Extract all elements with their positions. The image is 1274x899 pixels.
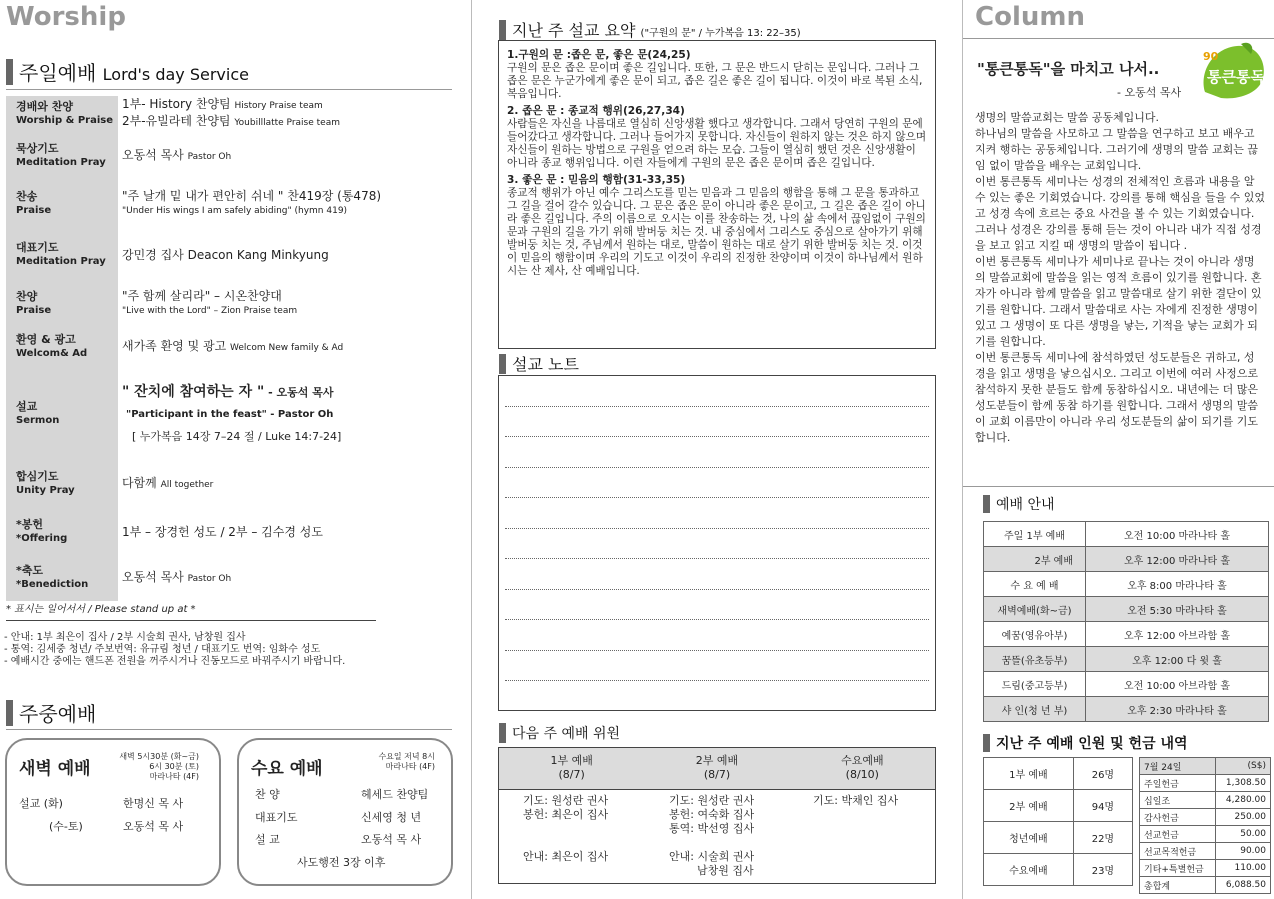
service-row: 묵상기도 Meditation Pray 오동석 목사 Pastor Oh [6,131,452,181]
next-head-2: 2부 예배 (8/7) [695,754,739,781]
sermon-summary: 1.구원의 문 :좁은 문, 좋은 문(24,25) 구원의 문은 좁은 문이며 좋은 길입니다. 또한, 그 문은 반드시 닫히는 문입니다. 그러나 그 좁은 문은 누군가에게 좋은 문이 되고, 좁은 길은 좋은 길이 됩니다. 이것이 바로 복된 소식, 복음입니다. 2. 좁은 문 : 종교적 행위(26,27,34) 사람들은 자신을 나름대로 열심히 신앙생활 했다고 생각합니다. 그래서 당연히 구원의 문에 들어갔다고 생각합니다. 그러나 들어가지 못합니다. 자신들이 원하지 않는 것은 하지 않으며 자신들이 원하는 방법으로 구원을 얻으려 하는 모습. 그들이 열심히 했던 것은 신앙생활이 아니라 종교 행위입니다. 이런 자들에게 구원의 문은 좁은 문이며 좁은 길입니다. 3. 좋은 문 : 믿음의 행함(31-33,35) 종교적 행위가 아닌 예수 그리스도를 믿는 믿음과 그 믿음의 행함을 통해 그 문을 통과하고 그 길을 걸어 갈수 있습니다. 그 문은 좁은 문이 아니라 좋은 문이고, 그 길은 좁은 길이 아니라 좋은 길입니다. 주의 이름으로 오시는 이를 찬송하는 것, 나의 삶 속에서 끊임없이 구원의 문과 구원의 길을 가기 위해 발버둥 치는 것. 내 중심에서 그리스도 중심으로 살아가기 위해 발버둥 치는 것, 주님께서 원하는 대로, 말씀이 원하는 대로 살기 위한 발버둥 치는 것. 이것이 믿음의 행함이며 우리의 기도고 이것이 우리의 진정한 찬양이며 이것이 하나님께서 원하시는 산 제사, 산 예배입니다. [498,40,936,349]
service-row-sermon: 설교 Sermon " 잔치에 참여하는 자 " - 오동석 목사 "Participant in the feast" - Pastor Oh [ 누가복음 14장 7–24 절 / Luke 14:7-24] [6,369,452,459]
next-col-3: 기도: 박채인 집사 [813,794,899,807]
svg-text:90: 90 [1203,50,1219,63]
worship-column [0,0,470,899]
sermon-notes-box [498,375,936,711]
next-head-1: 1부 예배 (8/7) [550,754,593,781]
sermon-column [471,0,961,899]
next-week-heading: 다음 주 예배 위원 [499,723,620,743]
next-col-1: 기도: 원성란 권사 봉헌: 최은이 집사 안내: 최은이 집사 [523,794,609,863]
svg-text:통큰통독: 통큰통독 [1207,68,1265,86]
offering-table: 7월 24일 (S$) 주일헌금 1,308.50 십일조 4,280.00 감사헌금 250.00 선교헌금 50.00 선교목적헌금 90.00 기타+특별헌금 110.00 총합계 6,088.50 [1139,757,1271,894]
worship-title: Worship [6,2,126,32]
column-headline: "통큰통독"을 마치고 나서.. [977,60,1160,78]
service-row: 대표기도 Meditation Pray 강민경 집사 Deacon Kang Minkyung [6,227,452,283]
next-week-table [498,747,936,884]
wednesday-service-box: 수요 예배 수요일 저녁 8시 마라나타 (4F) 찬 양 헤세드 찬양팀 대표기도 신세영 청 년 설 교 오동석 목 사 사도행전 3장 이후 [237,738,453,886]
tongkeun-logo [1197,42,1269,100]
service-row: 찬송 Praise "주 날개 밑 내가 편안히 쉬네 " 찬419장 (통478) "Under His wings I am safely abiding" (hymn 419) [6,181,452,227]
weekday-heading: 주중예배 [6,698,96,727]
lords-day-kr: 주일예배 [19,61,97,85]
service-guide-table: 주일 1부 예배 오전 10:00 마라나타 홀 2부 예배 오후 12:00 마라나타 홀 수 요 예 배 오후 8:00 마라나타 홀 새벽예배(화~금) 오전 5:30 마라나타 홀 예꿈(영유아부) 오후 12:00 아브라함 홀 꿈뜰(유초등부) 오후 12:00 다 윗 홀 드림(중고등부) 오전 10:00 아브라함 홀 샤 인(청 년 부) 오후 2:30 마라나타 홀 [983,521,1269,722]
service-row: *봉헌 *Offering 1부 – 장경헌 성도 / 2부 – 김수경 성도 [6,509,452,555]
column-title: Column [975,2,1085,32]
announcements: - 안내: 1부 최은이 집사 / 2부 시술희 권사, 남창원 집사 - 통역: 김세중 청년/ 주보번역: 유규림 청년 / 대표기도 번역: 임화수 성도 - 예배시간 중에는 핸드폰 전원을 꺼주시거나 진동모드로 바꿔주시기 바랍니다. [4,632,346,667]
column-column [962,0,1274,899]
lords-day-en: Lord's day Service [102,65,249,84]
attendance-table: 1부 예배 26명 2부 예배 94명 청년예배 22명 수요예배 23명 [983,757,1133,886]
column-article: 생명의 말씀교회는 말씀 공동체입니다. 하나님의 말씀을 사모하고 그 말씀을 연구하고 보고 배우고 지켜 행하는 공동체입니다. 그러기에 생명의 말씀 교회는 끊임 없이 말씀을 배우는 교회입니다. 이번 통큰통독 세미나는 성경의 전체적인 흐름과 내용을 알 수 있는 좋은 기회였습니다. 강의를 통해 핵심을 들을 수 있었고 성경 속에 흐르는 중요 사건을 볼 수 있는 기회였습니다. 그러나 성경은 강의를 통해 듣는 것이 아니라 내가 직접 성경을 보고 읽고 지킬 때 생명의 말씀이 됩니다 . 이번 통큰통독 세미나가 세미나로 끝나는 것이 아니라 생명의 말씀교회에 말씀을 읽는 영적 흐름이 있기를 원합니다. 혼자가 아니라 함께 말씀을 읽고 말씀대로 살기 위한 결단이 있기를 원합니다. 그래서 말씀대로 사는 자에게 진정한 생명이 있고 그 생명이 또 다른 생명을 낳는, 기적을 낳는 교회가 되기를 원합니다. 이번 통큰통독 세미나에 참석하였던 성도분들은 귀하고, 성경을 읽고 생명을 낳으십시오. 그리고 이번에 여러 사정으로 참석하지 못한 분들도 함께 동참하십시오. 내년에는 더 많은 성도분들이 함께 동참 하기를 원합니다. 그래서 생명의 말씀이 교회 이름만이 아니라 우리 성도분들의 삶이 되기를 기도 합니다. [975,111,1265,444]
service-row: 경배와 찬양 Worship & Praise 1부- History 찬양팀 History Praise team 2부-유빌라테 찬양팀 Youbilllatte Praise team [6,96,452,131]
service-row: 찬양 Praise "주 함께 살리라" – 시온찬양대 "Live with the Lord" – Zion Praise team [6,283,452,325]
lords-day-heading [6,57,249,86]
stand-note: * 표시는 일어서서 / Please stand up at * [6,604,196,615]
next-head-3: 수요예배 (8/10) [841,754,884,781]
service-row: *축도 *Benediction 오동석 목사 Pastor Oh [6,555,452,601]
summary-heading: 지난 주 설교 요약 ("구원의 문" / 누가복음 13: 22–35) [499,18,801,41]
guide-heading: 예배 안내 [983,494,1055,514]
service-row: 환영 & 광고 Welcom& Ad 새가족 환영 및 광고 Welcom New family & Ad [6,325,452,369]
notes-heading: 설교 노트 [499,352,579,375]
column-byline: - 오동석 목사 [1117,86,1182,99]
next-col-2: 기도: 원성란 권사 봉헌: 여숙화 집사 통역: 박선영 집사 안내: 시술희 권사 남창원 집사 [669,794,755,877]
service-row: 합심기도 Unity Pray 다함께 All together [6,459,452,509]
dawn-service-box: 새벽 예배 새벽 5시30분 (화~금) 6시 30분 (토) 마라나타 (4F) 설교 (화) 한명신 목 사 (수-토) 오동석 목 사 [5,738,221,886]
stats-heading: 지난 주 예배 인원 및 헌금 내역 [983,733,1188,753]
order-of-service [6,96,452,601]
